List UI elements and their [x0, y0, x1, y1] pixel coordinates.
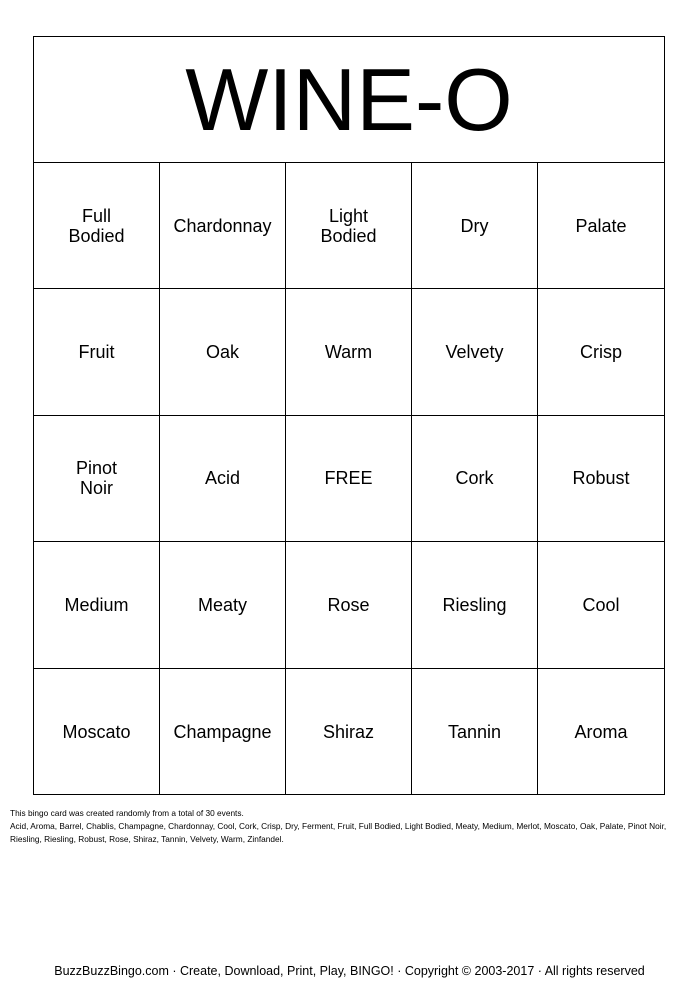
bingo-cell: Acid — [160, 416, 286, 542]
bingo-cell: Riesling — [412, 542, 538, 668]
bingo-cell: Velvety — [412, 289, 538, 415]
bingo-cell: Chardonnay — [160, 163, 286, 289]
bingo-cell: Aroma — [574, 721, 628, 742]
bingo-cell: Shiraz — [286, 669, 412, 795]
bingo-cell: Warm — [286, 289, 412, 415]
card-info — [10, 807, 690, 846]
events-summary: This bingo card was created randomly from a total of 30 events. — [10, 808, 244, 818]
bingo-cell: Oak — [160, 289, 286, 415]
bingo-grid — [34, 163, 664, 795]
bingo-cell: Pinot Noir — [34, 416, 160, 542]
bingo-cell: Medium — [34, 542, 160, 668]
card-title: WINE-O — [34, 37, 664, 163]
free-cell: FREE — [286, 416, 412, 542]
bingo-cell: Moscato — [34, 669, 160, 795]
bingo-cell: Crisp — [538, 289, 664, 415]
events-list: Acid, Aroma, Barrel, Chablis, Champagne, Chardonnay, Cool, Cork, Crisp, Dry, Ferment, Fruit, Full Bodied, Light Bodied, Meaty, Medium, Merlot, Moscato, Oak, Palate, Pinot Noir, Riesling, Riesling, Robust, Rose, Shiraz, Tannin, Velvety, Warm, Zinfandel. — [10, 821, 667, 844]
bingo-cell: Cork — [412, 416, 538, 542]
bingo-cell: Cool — [538, 542, 664, 668]
bingo-cell: Light Bodied — [286, 163, 412, 289]
bingo-cell: Palate — [538, 163, 664, 289]
bingo-cell: Champagne — [160, 669, 286, 795]
bingo-cell: Fruit — [34, 289, 160, 415]
bingo-cell: Meaty — [160, 542, 286, 668]
bingo-cell: Robust — [538, 416, 664, 542]
footer: BuzzBuzzBingo.com · Create, Download, Print, Play, BINGO! · Copyright © 2003-2017 · All rights reserved — [54, 964, 645, 978]
bingo-cell: Dry — [412, 163, 538, 289]
bingo-cell: Tannin — [412, 669, 538, 795]
bingo-cell: Full Bodied — [34, 163, 160, 289]
bingo-cell: Rose — [286, 542, 412, 668]
bingo-card — [33, 36, 665, 795]
